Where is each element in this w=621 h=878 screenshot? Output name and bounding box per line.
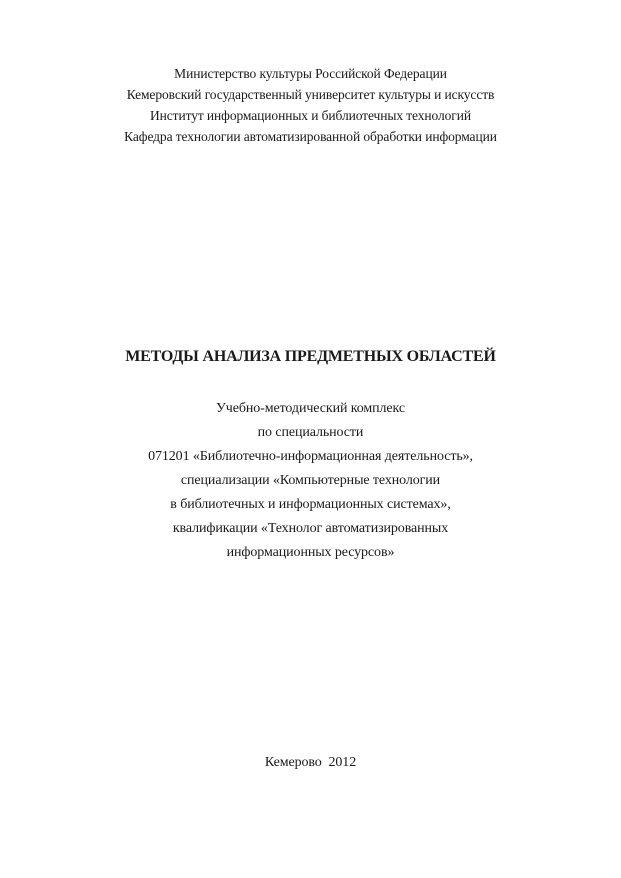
- place-year: Кемерово 2012: [264, 755, 357, 770]
- description-line-4: специализации «Компьютерные технологии: [180, 473, 441, 488]
- description-line-2: по специальности: [257, 425, 364, 440]
- description-line-3: 071201 «Библиотечно-информационная деятельность»,: [148, 449, 473, 464]
- description-line-6: квалификации «Технолог автоматизированных: [172, 521, 449, 536]
- description-line-5: в библиотечных и информационных системах»,: [170, 497, 451, 512]
- department-line: Кафедра технологии автоматизированной обработки информации: [124, 129, 497, 144]
- description-line-7: информационных ресурсов»: [226, 545, 395, 560]
- publication-footer: [0, 752, 621, 774]
- ministry-line: Министерство культуры Российской Федерации: [174, 66, 447, 81]
- document-title: МЕТОДЫ АНАЛИЗА ПРЕДМЕТНЫХ ОБЛАСТЕЙ: [125, 348, 496, 365]
- university-line: Кемеровский государственный университет культуры и искусств: [126, 87, 495, 102]
- institute-line: Институт информационных и библиотечных технологий: [150, 108, 471, 123]
- document-description: [0, 397, 621, 565]
- institution-header: [0, 63, 621, 147]
- description-line-1: Учебно-методический комплекс: [215, 401, 405, 416]
